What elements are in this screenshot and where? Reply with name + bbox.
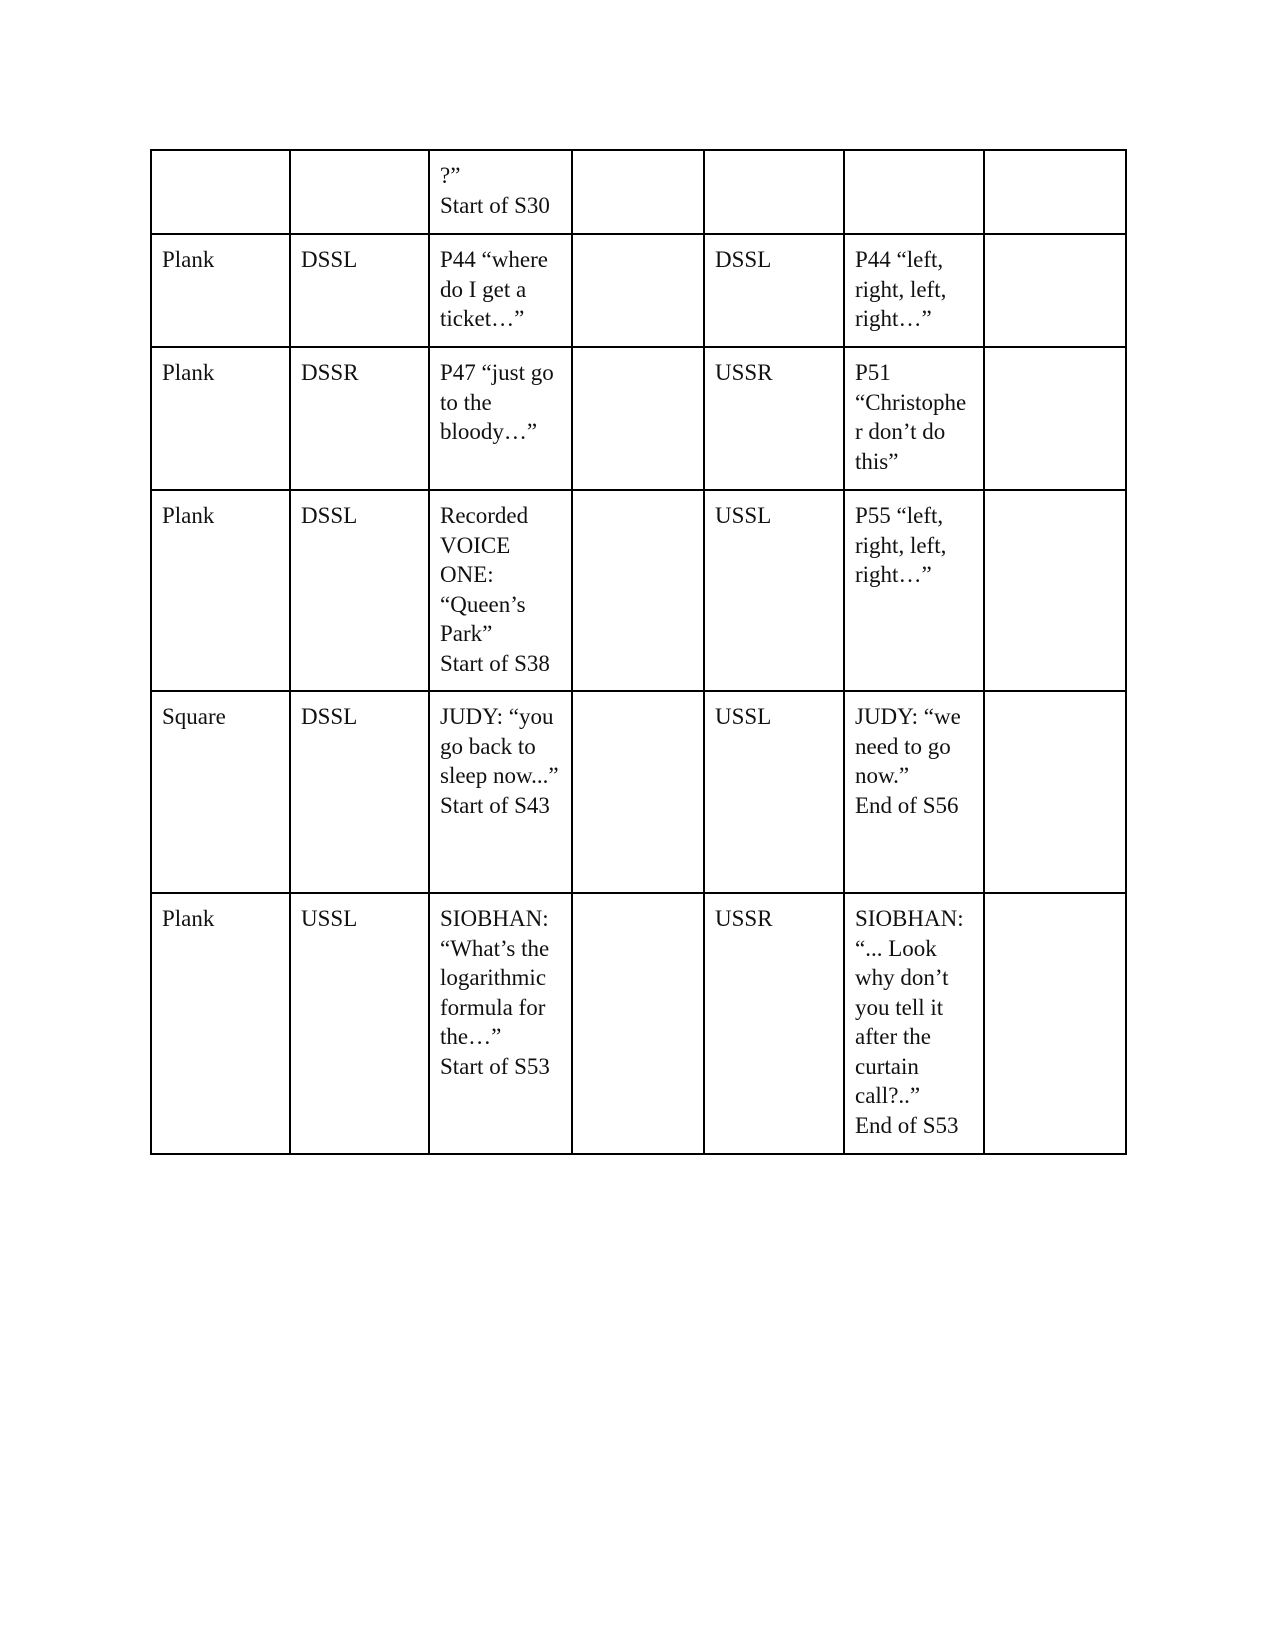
table-cell [984,490,1126,691]
table-cell [572,691,704,893]
table-row [151,490,1126,691]
table-cell [984,347,1126,490]
table-cell: Plank [151,490,290,691]
table-cell: Plank [151,347,290,490]
table-cell: P51 “Christopher don’t do this” [844,347,984,490]
table-cell: USSL [290,893,429,1154]
table-cell: Plank [151,234,290,347]
table-row [151,150,1126,234]
table-cell: P44 “left, right, left, right…” [844,234,984,347]
table-cell [572,347,704,490]
table-cell [151,150,290,234]
table-cell: JUDY: “we need to go now.” End of S56 [844,691,984,893]
table-cell: USSR [704,893,844,1154]
table-cell [984,691,1126,893]
cue-table [150,149,1127,1155]
table-cell: USSL [704,490,844,691]
table-row [151,347,1126,490]
table-row [151,893,1126,1154]
table-cell: ?” Start of S30 [429,150,572,234]
table-row [151,234,1126,347]
table-cell [572,234,704,347]
table-cell: SIOBHAN: “... Look why don’t you tell it after the curtain call?..” End of S53 [844,893,984,1154]
table-cell: Recorded VOICE ONE: “Queen’s Park” Start of S38 [429,490,572,691]
table-cell: USSR [704,347,844,490]
table-cell: P47 “just go to the bloody…” [429,347,572,490]
table-cell: DSSL [290,234,429,347]
table-cell: USSL [704,691,844,893]
table-cell [290,150,429,234]
table-cell [984,150,1126,234]
table-cell: Plank [151,893,290,1154]
table-row [151,691,1126,893]
table-cell [984,234,1126,347]
table-cell: P44 “where do I get a ticket…” [429,234,572,347]
table-cell: DSSL [290,490,429,691]
table-cell [572,893,704,1154]
table-cell: DSSR [290,347,429,490]
table-cell [572,490,704,691]
table-cell [572,150,704,234]
table-cell [844,150,984,234]
table-cell: SIOBHAN: “What’s the logarithmic formula for the…” Start of S53 [429,893,572,1154]
table-cell [984,893,1126,1154]
table-cell: Square [151,691,290,893]
table-cell: DSSL [704,234,844,347]
table-cell: P55 “left, right, left, right…” [844,490,984,691]
table-cell [704,150,844,234]
table-cell: DSSL [290,691,429,893]
table-cell: JUDY: “you go back to sleep now...” Start of S43 [429,691,572,893]
